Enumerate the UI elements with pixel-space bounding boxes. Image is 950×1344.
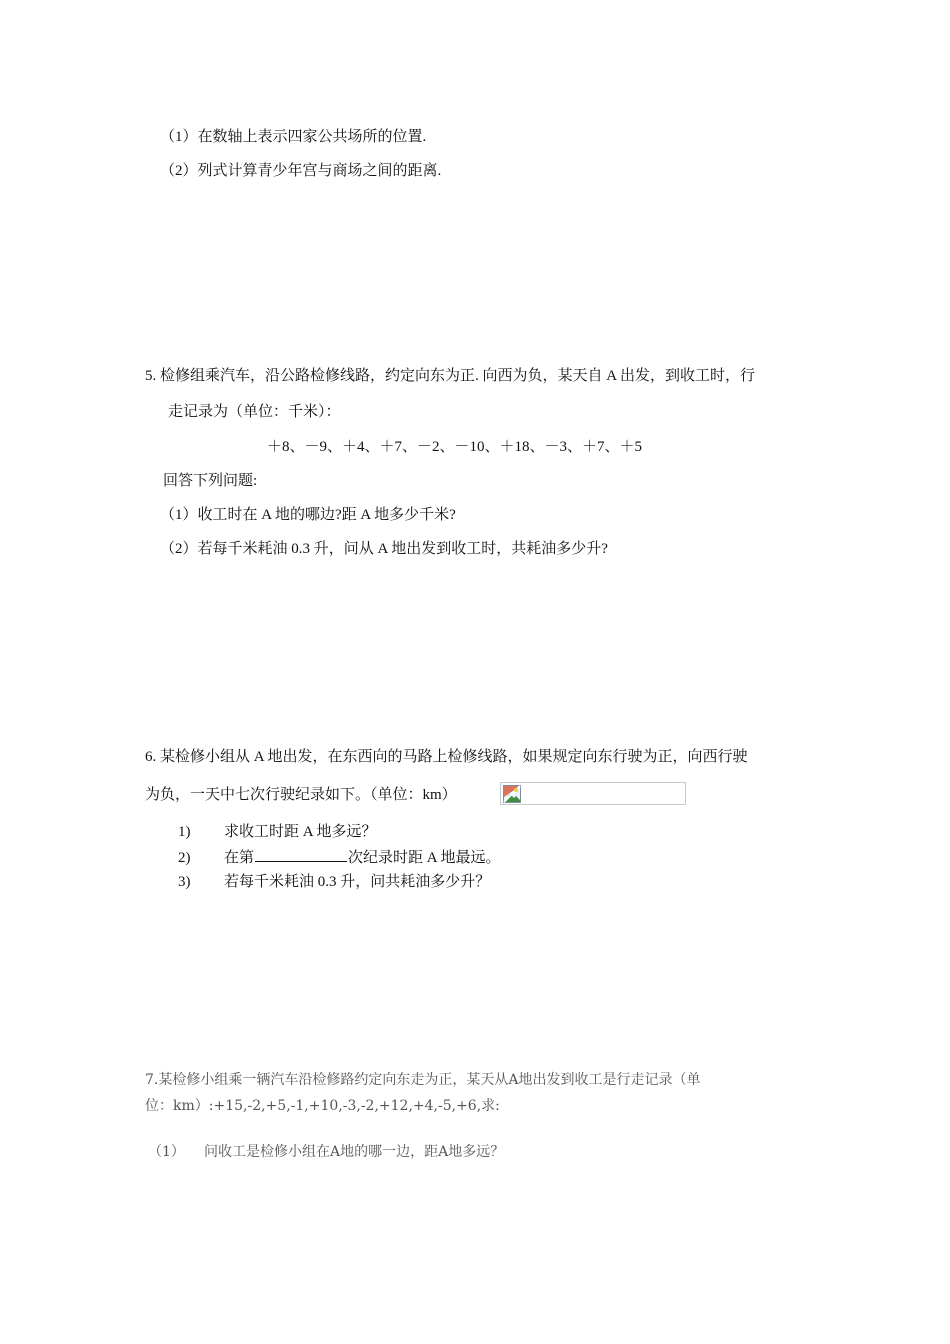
q5-prompt: 回答下列问题:	[163, 473, 258, 489]
q6-stem-line1: 6. 某检修小组从 A 地出发，在东西向的马路上检修线路，如果规定向东行驶为正，向西行驶	[145, 749, 748, 765]
q7-part1-number: （1）	[148, 1144, 185, 1160]
q7-stem-line1: 7.某检修小组乘一辆汽车沿检修路约定向东走为正，某天从A地出发到收工是行走记录（单	[145, 1072, 701, 1088]
broken-image-placeholder	[500, 782, 686, 805]
q7-part1-text: 问收工是检修小组在A地的哪一边，距A地多远？	[204, 1144, 505, 1160]
q6-item-2-text-before: 在第	[224, 850, 255, 866]
q6-item-2-text-after: 次纪录时距 A 地最远。	[348, 850, 501, 866]
q4-part2: （2）列式计算青少年宫与商场之间的距离.	[160, 163, 442, 179]
q6-item-3	[178, 872, 490, 892]
q6-item-3-text: 若每千米耗油 0.3 升，问共耗油多少升？	[224, 874, 491, 890]
q6-item-2-number: 2)	[178, 850, 191, 866]
answer-blank[interactable]	[255, 847, 347, 862]
q4-part1: （1）在数轴上表示四家公共场所的位置.	[160, 129, 427, 145]
q5-stem-line2: 走记录为（单位：千米）：	[168, 404, 341, 420]
q6-item-2	[178, 847, 501, 868]
q6-stem-line2: 为负，一天中七次行驶纪录如下。（单位：km）	[145, 787, 457, 803]
broken-image-icon	[503, 785, 521, 803]
q6-item-1-text: 求收工时距 A 地多远？	[224, 824, 377, 840]
q5-stem-line1: 5. 检修组乘汽车，沿公路检修线路，约定向东为正. 向西为负，某天自 A 出发，到收工时，行	[145, 368, 756, 384]
q7-stem-line2: 位：km）:+15,-2,+5,-1,+10,-3,-2,+12,+4,-5,+6,求:	[145, 1098, 500, 1114]
q6-item-1-number: 1)	[178, 824, 191, 840]
q7-part1	[148, 1142, 504, 1162]
q5-part2: （2）若每千米耗油 0.3 升，问从 A 地出发到收工时，共耗油多少升?	[160, 541, 608, 557]
q6-item-3-number: 3)	[178, 874, 191, 890]
q5-records: ＋8、－9、＋4、＋7、－2、－10、＋18、－3、＋7、＋5	[267, 439, 643, 455]
q5-part1: （1）收工时在 A 地的哪边?距 A 地多少千米?	[160, 507, 456, 523]
q6-item-1	[178, 822, 377, 842]
